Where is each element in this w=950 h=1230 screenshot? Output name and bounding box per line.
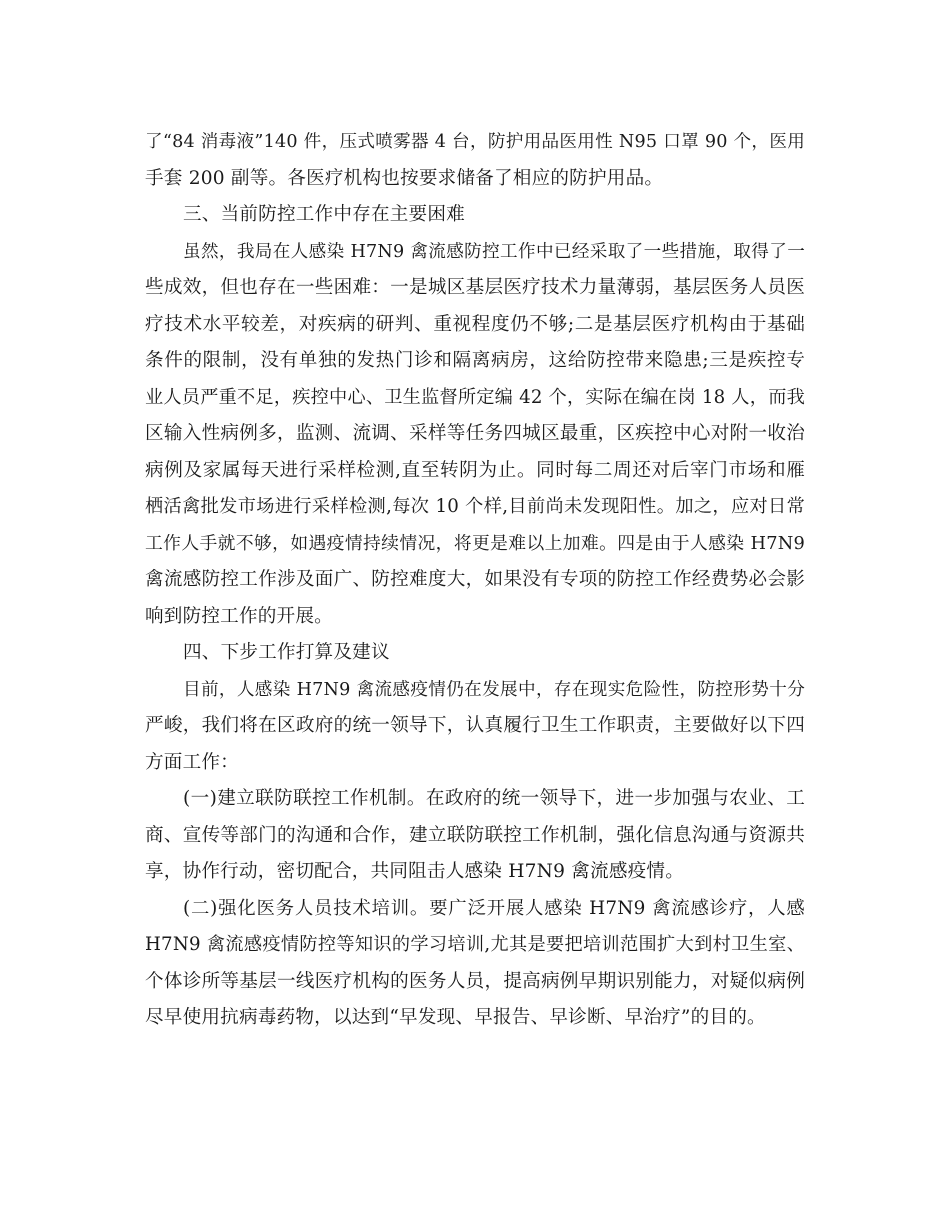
text-line: 工作人手就不够，如遇疫情持续情况，将更是难以上加难。四是由于人感染 H7N9: [145, 532, 805, 554]
text-line: 了“84 消毒液”140 件，压式喷雾器 4 台，防护用品医用性 N95 口罩 90 个，医用: [145, 132, 805, 152]
text-line: 手套 200 副等。各医疗机构也按要求储备了相应的防护用品。: [145, 167, 664, 189]
paragraph-first-line: 目前，人感染 H7N9 禽流感疫情仍在发展中，存在现实危险性，防控形势十分: [183, 679, 805, 700]
text-line: 尽早使用抗病毒药物，以达到“早发现、早报告、早诊断、早治疗”的目的。: [145, 1007, 766, 1028]
text-line: 商、宣传等部门的沟通和合作，建立联防联控工作机制，强化信息沟通与资源共: [145, 824, 805, 846]
text-line: 条件的限制，没有单独的发热门诊和隔离病房，这给防控带来隐患;三是疾控专: [145, 350, 805, 371]
text-line: 方面工作：: [145, 751, 239, 773]
text-line: 响到防控工作的开展。: [145, 605, 333, 627]
text-line: 病例及家属每天进行采样检测,直至转阴为止。同时每二周还对后宰门市场和雁: [145, 459, 805, 481]
paragraph-first-line: 虽然，我局在人感染 H7N9 禽流感防控工作中已经采取了一些措施，取得了一: [183, 241, 805, 262]
text-line: 区输入性病例多，监测、流调、采样等任务四城区最重，区疾控中心对附一收治: [145, 423, 805, 444]
text-line: 疗技术水平较差，对疾病的研判、重视程度仍不够;二是基层医疗机构由于基础: [145, 313, 805, 335]
paragraph-first-line: (二)强化医务人员技术培训。要广泛开展人感染 H7N9 禽流感诊疗，人感: [183, 897, 805, 919]
text-line: H7N9 禽流感疫情防控等知识的学习培训,尤其是要把培训范围扩大到村卫生室、: [145, 934, 805, 955]
text-line: 严峻，我们将在区政府的统一领导下，认真履行卫生工作职责，主要做好以下四: [145, 715, 805, 736]
paragraph-first-line: 四、下步工作打算及建议: [183, 642, 390, 663]
text-line: 禽流感防控工作涉及面广、防控难度大，如果没有专项的防控工作经费势必会影: [145, 569, 805, 590]
text-line: 个体诊所等基层一线医疗机构的医务人员，提高病例早期识别能力，对疑似病例: [145, 970, 805, 992]
paragraph-first-line: 三、当前防控工作中存在主要困难: [183, 204, 465, 225]
text-line: 栖活禽批发市场进行采样检测,每次 10 个样,目前尚未发现阳性。加之，应对日常: [145, 496, 805, 517]
paragraph-first-line: (一)建立联防联控工作机制。在政府的统一领导下，进一步加强与农业、工: [183, 788, 805, 809]
text-line: 些成效，但也存在一些困难：一是城区基层医疗技术力量薄弱，基层医务人员医: [145, 277, 805, 298]
document-body: [145, 124, 805, 1037]
text-line: 享，协作行动，密切配合，共同阻击人感染 H7N9 禽流感疫情。: [145, 861, 685, 882]
text-line: 业人员严重不足，疾控中心、卫生监督所定编 42 个，实际在编在岗 18 人，而我: [145, 386, 805, 408]
